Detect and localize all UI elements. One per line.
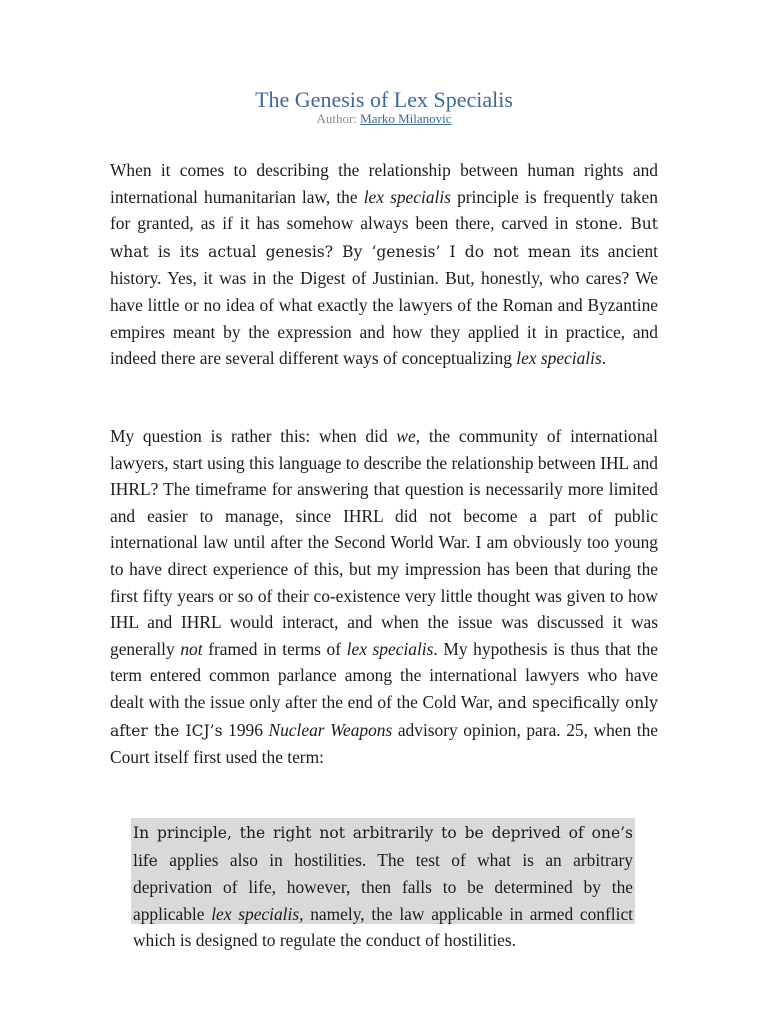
p2-mixed-font-text: and specifically only after the ICJ’s <box>110 693 658 740</box>
p1-italic-1: lex specialis <box>363 186 451 207</box>
p1-italic-2: lex specialis <box>516 348 602 369</box>
p2-text-4: . My hypothesis is thus that the term entered common parlance among the international lawyers who have dealt with the issue only after the end of the Cold War, <box>110 638 659 712</box>
p2-italic-1: we <box>396 426 416 446</box>
quote-text-2: , namely, the law applicable in armed conflict which is designed to regulate the conduct of hostilities. <box>133 903 634 951</box>
author-link[interactable]: Marko Milanovic <box>360 111 452 126</box>
p2-text-1: My question is rather this: when did <box>110 426 397 446</box>
p2-italic-3: lex specialis <box>346 638 434 659</box>
p2-italic-4: Nuclear Weapons <box>268 719 393 740</box>
p1-text-4: . <box>601 348 607 369</box>
paragraph-2 <box>110 423 658 771</box>
p2-text-5: 1996 <box>222 719 269 740</box>
p2-text-3: framed in terms of <box>202 638 347 659</box>
p2-text-6: advisory opinion, para. 25, when the Court itself first used the term: <box>110 719 659 768</box>
quote-mixed-font-text: In principle, the right not arbitrarily to be deprived of one’s life <box>133 824 633 870</box>
p1-mixed-font-text: stone. But what is its actual genesis? By ‘genesis’ I do not mean its <box>110 215 658 261</box>
p1-text-3: ancient history. Yes, it was in the Digest of Justinian. But, honestly, who cares? We have little or no idea of what exactly the lawyers of the Roman and Byzantine empires meant by the expression and how they applied it in practice, and indeed there are several different ways of conceptualizing <box>110 240 658 369</box>
paragraph-1 <box>110 157 658 372</box>
page-title: The Genesis of Lex Specialis <box>255 87 513 112</box>
quote-italic-1: lex specialis <box>211 903 300 924</box>
p1-text-1: When it comes to describing the relationship between human rights and international humanitarian law, the <box>110 160 658 207</box>
author-label: Author: <box>316 111 361 126</box>
p2-italic-2: not <box>180 638 203 659</box>
p1-text-2: principle is frequently taken for granted, as if it has somehow always been there, carved in <box>110 186 658 234</box>
block-quote-text <box>131 818 633 954</box>
quote-text-1: applies also in hostilities. The test of what is an arbitrary deprivation of life, however, then falls to be determined by the applicable <box>133 849 633 924</box>
p2-text-2: , the community of international lawyers, start using this language to describe the relationship between IHL and IHRL? The timeframe for answering that question is necessarily more limited and easier to manage, since IHRL did not become a part of public international law until after the Second World War. I am obviously too young to have direct experience of this, but my impression has been that during the first fifty years or so of their co-existence very little thought was given to how IHL and IHRL would interact, and when the issue was discussed it was generally <box>110 426 658 659</box>
block-quote <box>131 818 635 951</box>
author-line <box>0 110 768 128</box>
